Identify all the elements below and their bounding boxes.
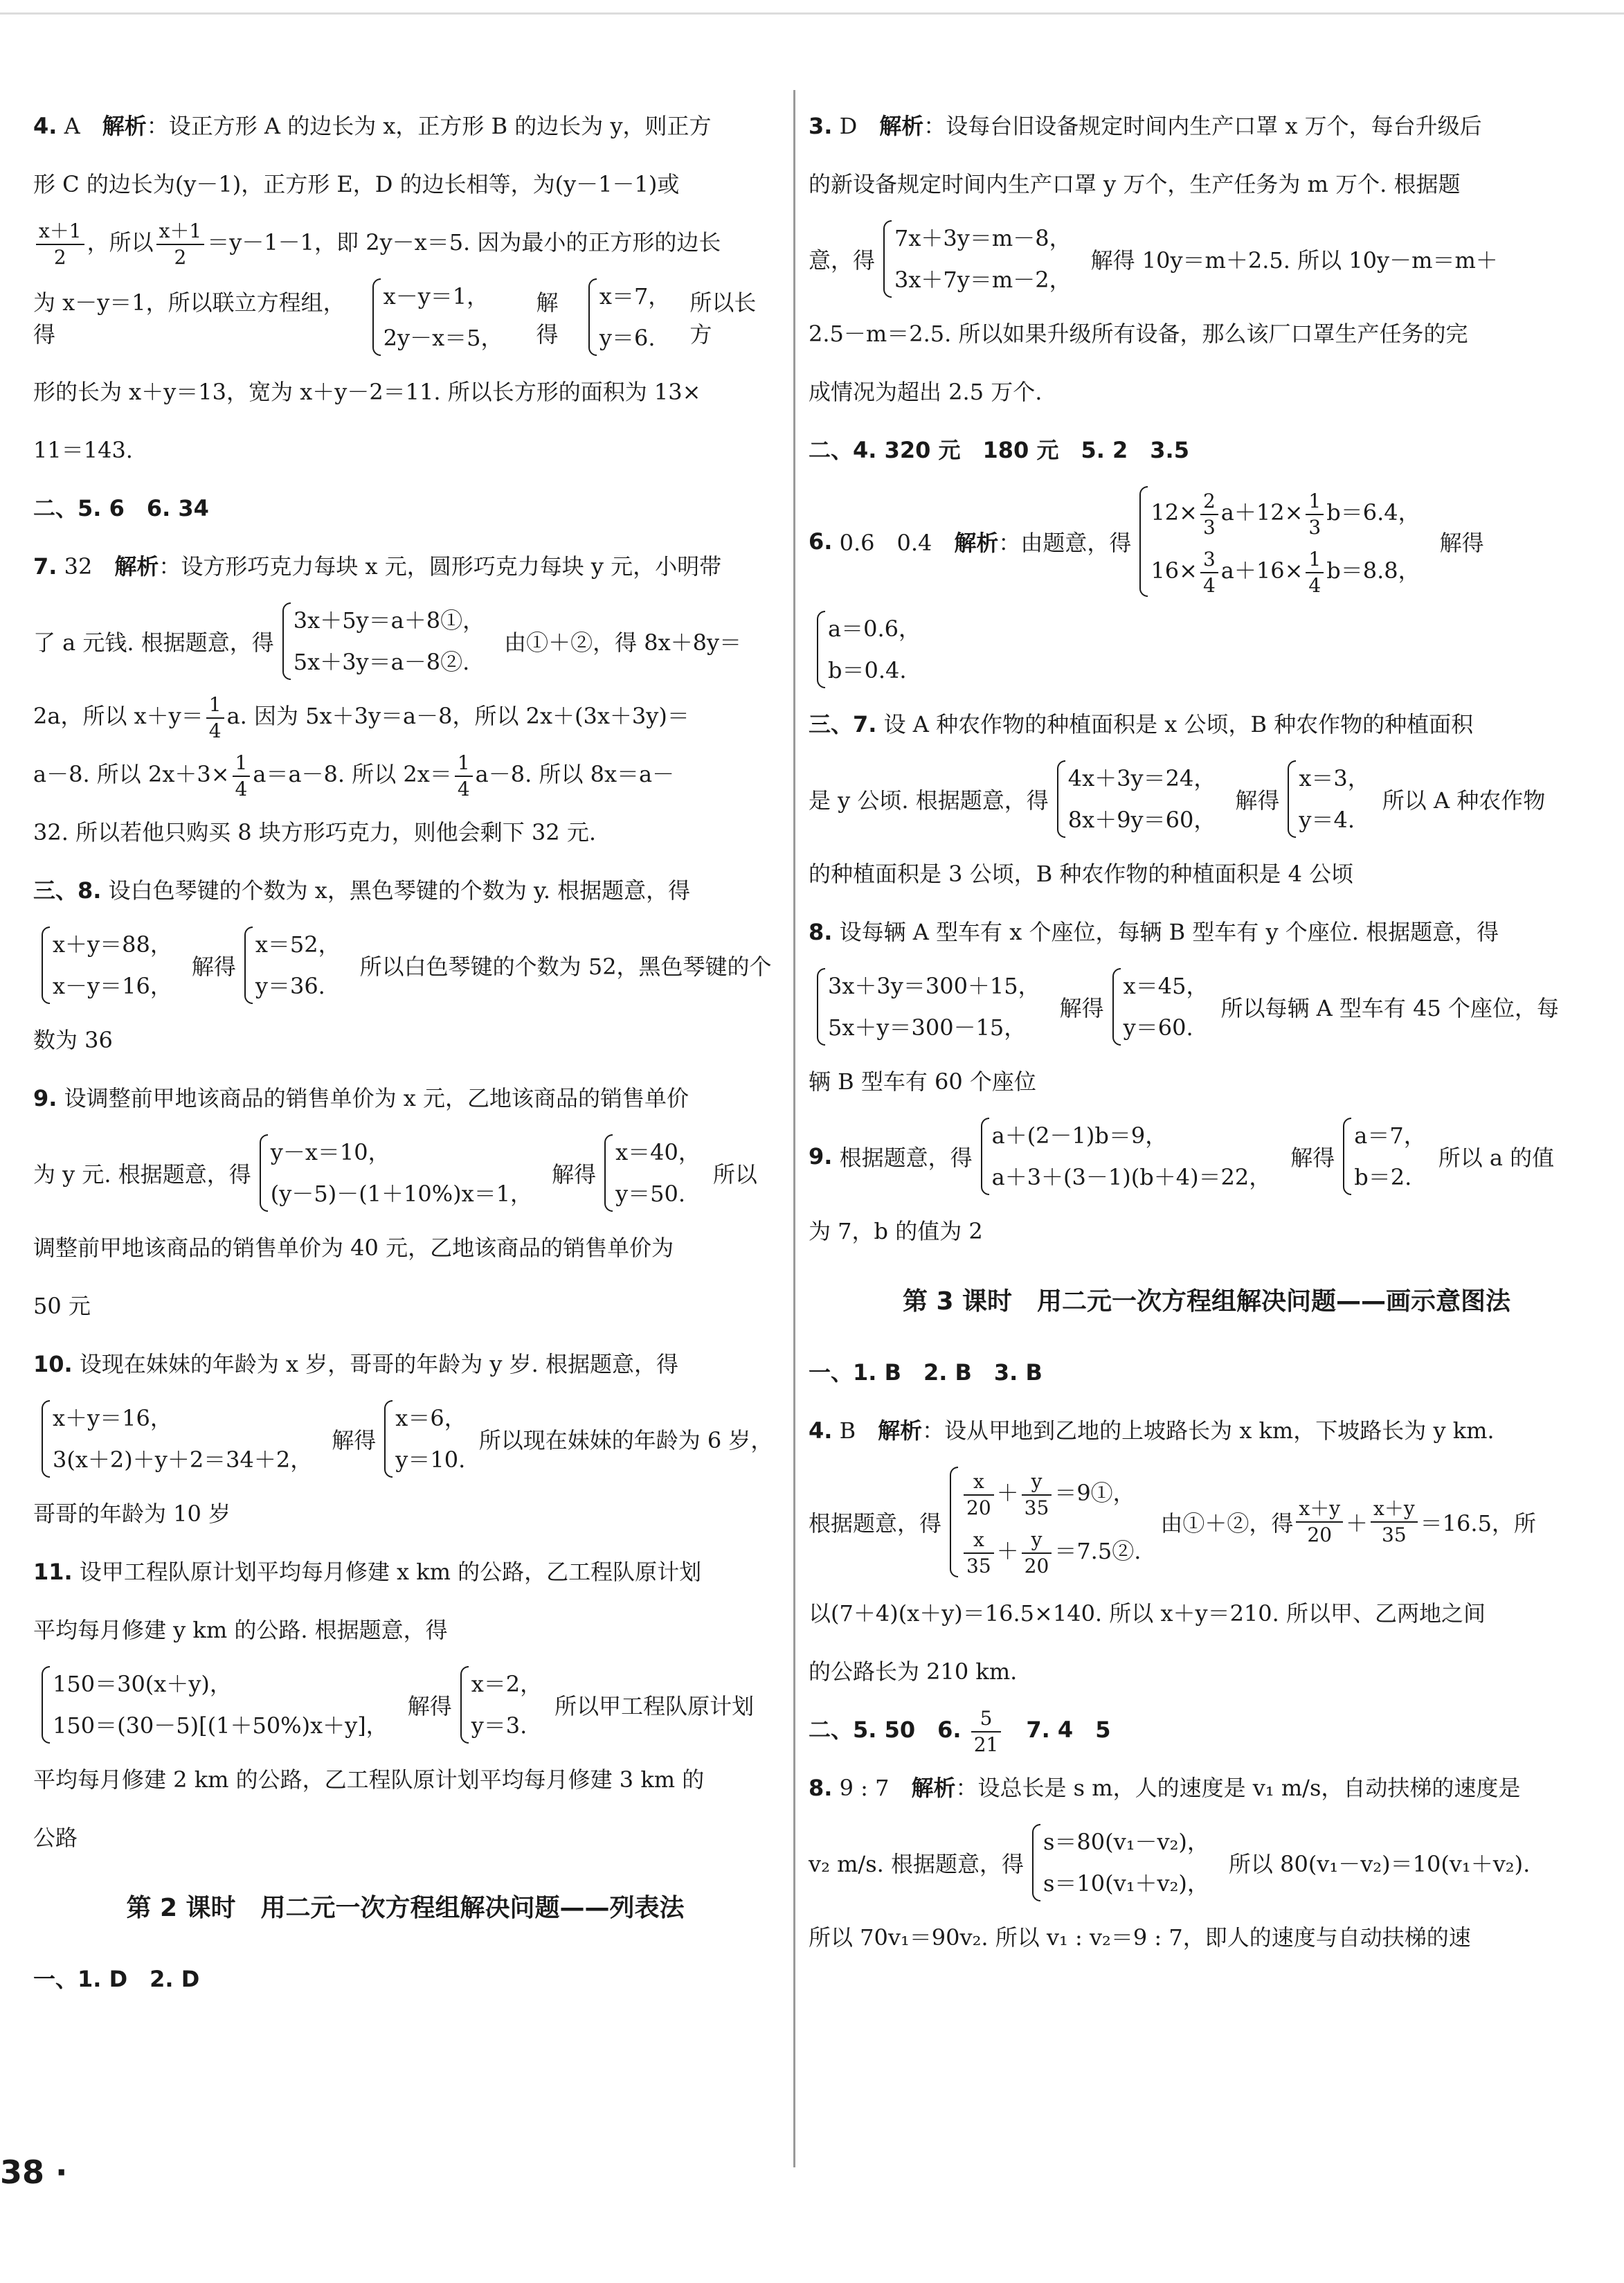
section-title-lesson-3: 第 3 课时 用二元一次方程组解决问题——画示意图法	[902, 1287, 1511, 1316]
answer-right-7: 三、7. 设 A 种农作物的种植面积是 x 公顷，B 种农作物的种植面积 是 y 公顷. 根据题意，得 4x＋3y＝24， 8x＋9y＝60， 解得 x＝3， y＝4. 所以 A 种农作物 的种植面积是 3 公顷，B 种农作物的种植面积是 4 公顷	[809, 711, 1546, 887]
fraction: $\frac{x+1}{2}$	[156, 219, 205, 270]
column-divider	[793, 90, 795, 2167]
equation-system: 4x＋3y＝24， 8x＋9y＝60，	[1054, 758, 1216, 841]
answer-right-5-7: 二、5. 50 6. $\frac{5}{21}$ 7. 4 5	[809, 1706, 1111, 1756]
fraction: $\frac{x+1}{2}$	[36, 219, 84, 270]
answer-left-4: 4. A 解析：设正方形 A 的边长为 x，正方形 B 的边长为 y，则正方 形 C 的边长为(y－1)，正方形 E，D 的边长相等，为(y－1－1)或 $\frac{x+1}{2}$ ，所以 $\frac{x+1}{2}$ ＝y－1－1，即 2y－x＝5. 因为最小的正方形的边长 为 x－y＝1，所以联立方程组，得 x－y＝1， 2y－x＝5， 解得 x＝7， y＝6. 所以长方 形的长为 x＋y＝13，宽为 x＋y－2＝11. 所以长方形的面积为 13× 11＝143.	[33, 113, 757, 463]
solution-system: x＝40， y＝50.	[602, 1131, 701, 1215]
left-column	[33, 97, 777, 2008]
equation-system: 150＝30(x＋y)， 150＝(30－5)[(1＋50%)x＋y]，	[39, 1663, 388, 1746]
equation-system: 3x＋3y＝300＋15， 5x＋y＝300－15，	[814, 965, 1040, 1048]
answer-left-11: 11. 设甲工程队原计划平均每月修建 x km 的公路，乙工程队原计划 平均每月修建 y km 的公路. 根据题意，得 150＝30(x＋y)， 150＝(30－5)[(1＋50%)x＋y]， 解得 x＝2， y＝3. 所以甲工程队原计划 平均每月修建 2 km 的公路，乙工程队原计划平均每月修建 3 km 的 公路	[33, 1559, 755, 1851]
solution-system: x＝45， y＝60.	[1110, 965, 1209, 1048]
fraction: $\frac{1}{4}$	[206, 692, 224, 744]
answer-right-8b: 8. 9 : 7 解析：设总长是 s m，人的速度是 v₁ m/s，自动扶梯的速度是 v₂ m/s. 根据题意，得 s＝80(v₁－v₂)， s＝10(v₁＋v₂)， 所以 80(v₁－v₂)＝10(v₁＋v₂). 所以 70v₁＝90v₂. 所以 v₁ : v₂＝9 : 7，即人的速度与自动扶梯的速	[809, 1775, 1531, 1951]
answer-left-8: 三、8. 设白色琴键的个数为 x，黑色琴键的个数为 y. 根据题意，得 x＋y＝88， x－y＝16， 解得 x＝52， y＝36. 所以白色琴键的个数为 52，黑色琴键的个 数为 36	[33, 877, 772, 1053]
answer-right-6: 6. 0.6 0.4 解析 ：由题意，得 12× $\frac{2}{3}$ a＋12× $\frac{1}{3}$ b＝6.4， 16× $\frac{3}{4}$ a＋16× $\frac{1}{4}$ b＝8.8， 解得 a＝0.6， b＝0.4.	[809, 479, 1605, 695]
equation-system: a＋(2－1)b＝9， a＋3＋(3－1)(b＋4)＝22，	[978, 1115, 1272, 1198]
answer-right-9: 9. 根据题意，得 a＋(2－1)b＝9， a＋3＋(3－1)(b＋4)＝22， 解得 a＝7， b＝2. 所以 a 的值 为 7，b 的值为 2	[809, 1111, 1605, 1260]
answer-right-4b: 4. B 解析：设从甲地到乙地的上坡路长为 x km，下坡路长为 y km. 根据题意，得 $\frac{x}{20}$ ＋ $\frac{y}{35}$ ＝9①， $\frac{x}{35}$ ＋ $\frac{y}{20}$ ＝7.5②. 由①＋②，得 $\frac{x+y}{20}$ ＋ $\frac{x+y}{35}$ ＝16.5，所 以(7＋4)(x＋y)＝16.5×140. 所以 x＋y＝210. 所以甲、乙两地之间 的公路长为 210 km.	[809, 1417, 1536, 1685]
solution-system: x＝2， y＝3.	[458, 1663, 542, 1746]
fraction: $\frac{1}{4}$	[233, 751, 251, 802]
fraction: $\frac{x+y}{20}$	[1296, 1496, 1343, 1548]
solution-system: x＝52， y＝36.	[242, 924, 341, 1007]
equation-system: y－x＝10， (y－5)－(1＋10%)x＝1，	[257, 1131, 532, 1215]
right-column	[809, 97, 1605, 1967]
equation-system: 12× $\frac{2}{3}$ a＋12× $\frac{1}{3}$ b＝6.4， 16× $\frac{3}{4}$ a＋16× $\frac{1}{4}$ b＝8.8，	[1137, 483, 1420, 600]
equation-system: x＋y＝88， x－y＝16，	[39, 924, 172, 1007]
solution-system: x＝6， y＝10.	[381, 1397, 466, 1480]
page-number: 38 ·	[0, 2154, 68, 2191]
solution-system: a＝0.6， b＝0.4.	[814, 608, 921, 691]
answer-left-7: 7. 32 解析：设方形巧克力每块 x 元，圆形巧克力每块 y 元，小明带 了 a 元钱. 根据题意，得 3x＋5y＝a＋8①， 5x＋3y＝a－8②. 由①＋②，得 8x＋8y＝ 2a，所以 x＋y＝ $\frac{1}{4}$ a. 因为 5x＋3y＝a－8，所以 2x＋(3x＋3y)＝ a－8. 所以 2x＋3× $\frac{1}{4}$ a＝a－8. 所以 2x＝ $\frac{1}{4}$ a－8. 所以 8x＝a－ 32. 所以若他只购买 8 块方形巧克力，则他会剩下 32 元.	[33, 553, 742, 845]
solution-system: a＝7， b＝2.	[1340, 1115, 1425, 1198]
answer-left-10: 10. 设现在妹妹的年龄为 x 岁，哥哥的年龄为 y 岁. 根据题意，得 x＋y＝16， 3(x＋2)＋y＋2＝34＋2， 解得 x＝6， y＝10. 所以现在妹妹的年龄为 6 岁， 哥哥的年龄为 10 岁	[33, 1351, 773, 1527]
section-title-lesson-2: 第 2 课时 用二元一次方程组解决问题——列表法	[126, 1894, 685, 1922]
top-rule	[0, 12, 1624, 15]
equation-system: s＝80(v₁－v₂)， s＝10(v₁＋v₂)，	[1029, 1821, 1209, 1904]
equation-system: $\frac{x}{20}$ ＋ $\frac{y}{35}$ ＝9①， $\frac{x}{35}$ ＋ $\frac{y}{20}$ ＝7.5②.	[947, 1464, 1141, 1580]
answer-left-5-6: 二、5. 6 6. 34	[33, 495, 209, 521]
equation-system: 7x＋3y＝m－8， 3x＋7y＝m－2，	[881, 217, 1072, 301]
fraction: $\frac{1}{4}$	[455, 751, 473, 802]
fraction: $\frac{x+y}{35}$	[1371, 1496, 1418, 1548]
fraction: $\frac{5}{21}$	[971, 1706, 1002, 1757]
answer-right-3: 3. D 解析：设每台旧设备规定时间内生产口罩 x 万个，每台升级后 的新设备规定时间内生产口罩 y 万个，生产任务为 m 万个. 根据题 意，得 7x＋3y＝m－8， 3x＋7y＝m－2， 解得 10y＝m＋2.5. 所以 10y－m＝m＋ 2.5－m＝2.5. 所以如果升级所有设备，那么该厂口罩生产任务的完 成情况为超出 2.5 万个.	[809, 113, 1498, 405]
solution-system: x＝7， y＝6.	[586, 276, 670, 359]
equation-system: 3x＋5y＝a＋8①， 5x＋3y＝a－8②.	[280, 600, 485, 683]
answer-right-8: 8. 设每辆 A 型车有 x 个座位，每辆 B 型车有 y 个座位. 根据题意，得 3x＋3y＝300＋15， 5x＋y＝300－15， 解得 x＝45， y＝60. 所以每辆 A 型车有 45 个座位，每 辆 B 型车有 60 个座位	[809, 919, 1559, 1095]
equation-system: x－y＝1， 2y－x＝5，	[370, 276, 503, 359]
answer-left-9: 9. 设调整前甲地该商品的销售单价为 x 元，乙地该商品的销售单价 为 y 元. 根据题意，得 y－x＝10， (y－5)－(1＋10%)x＝1， 解得 x＝40， y＝50. 所以 调整前甲地该商品的销售单价为 40 元，乙地该商品的销售单价为 50 元	[33, 1085, 757, 1319]
equation-system: x＋y＝16， 3(x＋2)＋y＋2＝34＋2，	[39, 1397, 312, 1480]
answer-right-4-5: 二、4. 320 元 180 元 5. 2 3.5	[809, 437, 1189, 463]
answer-left-sec2-1-2: 一、1. D 2. D	[33, 1966, 200, 1992]
answer-right-sec3-1-3: 一、1. B 2. B 3. B	[809, 1359, 1043, 1386]
solution-system: x＝3， y＝4.	[1285, 758, 1369, 841]
